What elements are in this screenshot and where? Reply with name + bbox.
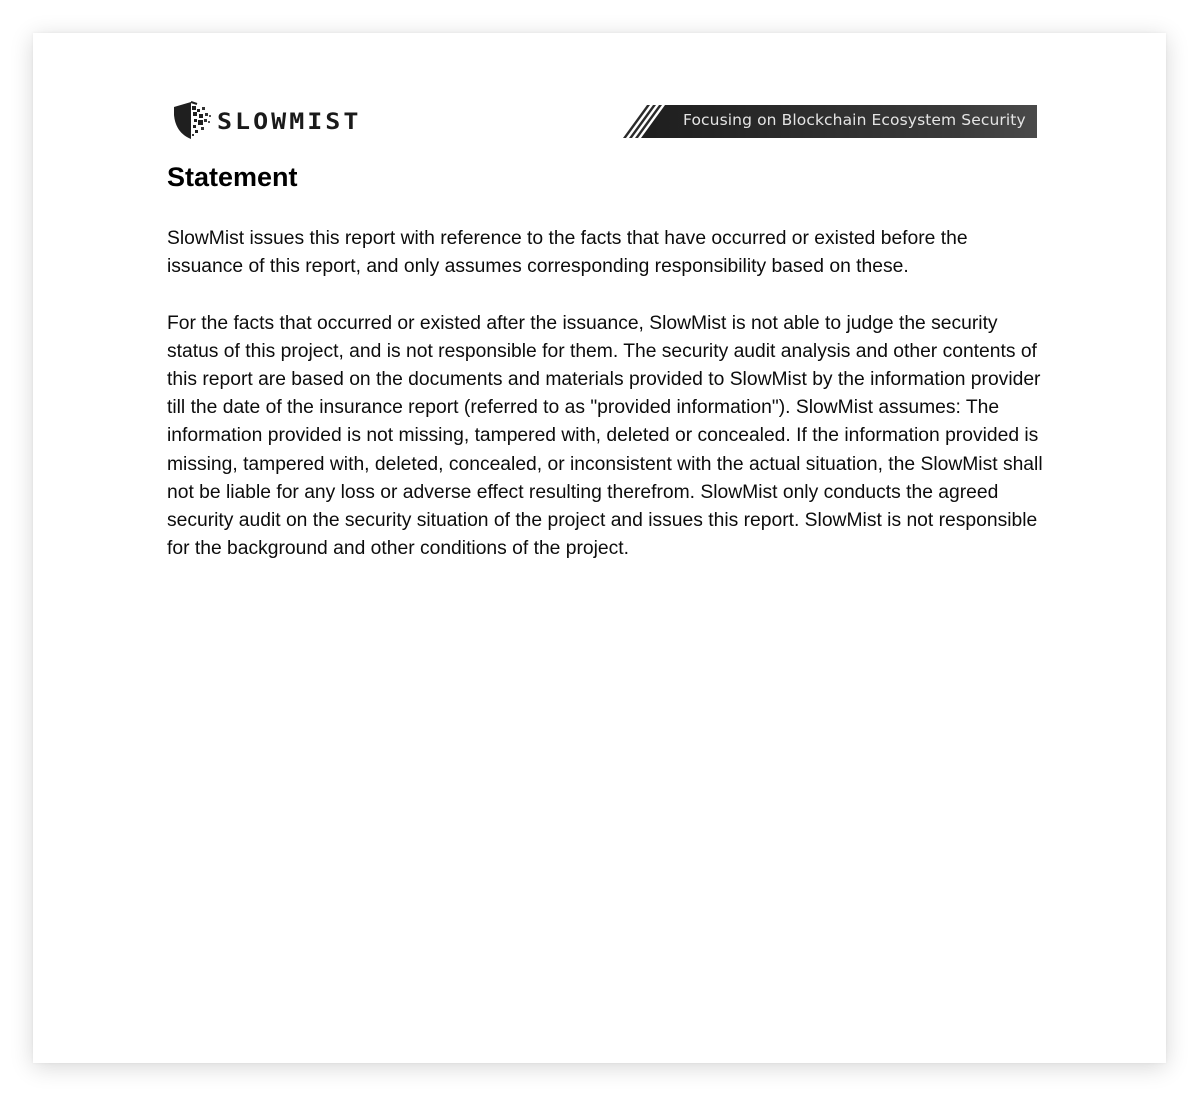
logo-wordmark: SLOWMIST [217, 107, 362, 135]
paragraph: SlowMist issues this report with reference to the facts that have occurred or existed before the issuance of this report, and only assumes corresponding responsibility based on these. [167, 228, 968, 278]
tagline-text: Focusing on Blockchain Ecosystem Security [683, 111, 1026, 129]
paragraph: For the facts that occurred or existed after the issuance, SlowMist is not able to judge the security status of this project, and is not responsible for them. The security audit analysis and other contents of this report are based on the documents and materials provided to SlowMist by the information provider till the date of the insurance report (referred to as "provided information"). SlowMist assumes: The information provided is not missing, tampered with, deleted or concealed. If the information provided is missing, tampered with, deleted, concealed, or inconsistent with the actual situation, the SlowMist shall not be liable for any loss or adverse effect resulting therefrom. SlowMist only conducts the agreed security audit on the security situation of the project and issues this report. SlowMist is not responsible for the background and other conditions of the project. [167, 312, 1043, 560]
page-title: Statement [167, 162, 298, 192]
statement-body [167, 225, 1047, 592]
document-page [33, 33, 1166, 1063]
tagline-banner [623, 105, 1037, 138]
slowmist-logo [171, 101, 361, 141]
shield-pixel-icon [171, 101, 215, 141]
